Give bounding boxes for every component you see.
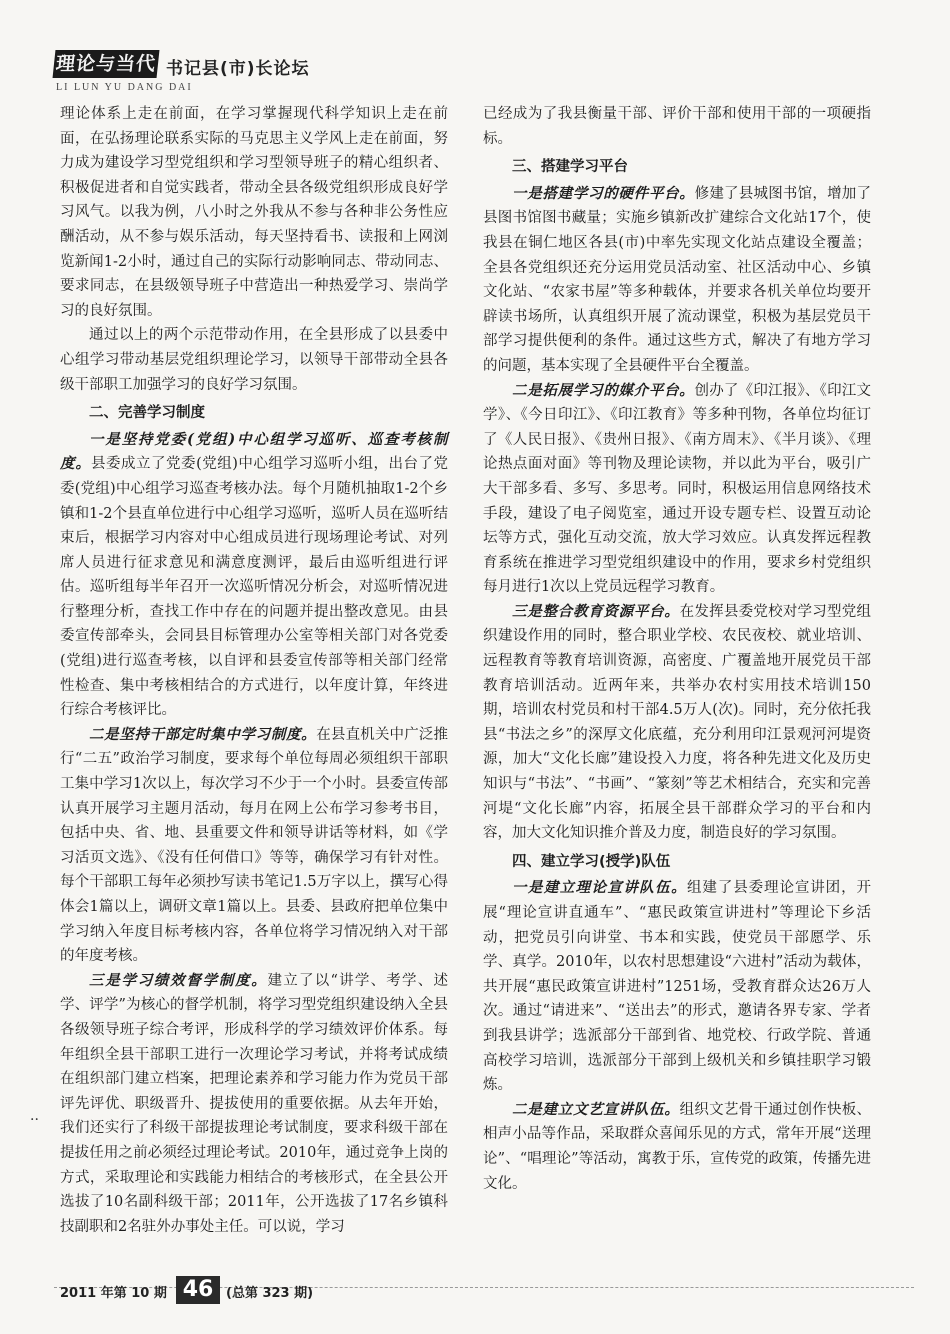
paragraph-lead: 三是学习绩效督学制度。 xyxy=(89,971,268,989)
body-paragraph xyxy=(483,102,871,151)
body-paragraph xyxy=(60,428,448,723)
total-issue-label: (总第 323 期) xyxy=(226,1286,314,1301)
section-heading: 四、建立学习(授学)队伍 xyxy=(512,853,671,870)
page-header xyxy=(54,46,914,94)
paragraph-lead: 一是搭建学习的硬件平台。 xyxy=(512,184,695,202)
paragraph-lead: 二是建立文艺宣讲队伍。 xyxy=(512,1100,680,1118)
body-paragraph xyxy=(483,182,871,379)
paragraph-text: 组建了县委理论宣讲团，开展“理论宣讲直通车”、“惠民政策宣讲进村”等理论下乡活动，把党员引向讲堂、书本和实践，使党员干部愿学、乐学、真学。2010年，以农村思想建设“六进村”活动为载体，共开展“惠民政策宣讲进村”1251场，受教育群众达26万人次。通过“请进来”、“送出去”的形式，邀请各界专家、学者到我县讲学；选派部分干部到省、地党校、行政学院、普通高校学习培训，选派部分干部到上级机关和乡镇挂职学习锻炼。 xyxy=(483,880,871,1094)
column-title: 书记县(市)长论坛 xyxy=(166,59,310,79)
left-column xyxy=(60,102,448,1239)
section-heading: 二、完善学习制度 xyxy=(89,405,205,422)
body-paragraph xyxy=(60,723,448,969)
paragraph-lead: 一是坚持党委(党组)中心组学习巡听、巡查考核制度。 xyxy=(60,430,448,473)
paragraph-text: 在县直机关中广泛推行“二五”政治学习制度，要求每个单位每周必须组织干部职工集中学习1次以上，每次学习不少于一个小时。县委宣传部认真开展学习主题月活动，每月在网上公布学习参考书目，包括中央、省、地、县重要文件和领导讲话等材料，如《学习活页文选》、《没有任何借口》等等，确保学习有针对性。每个干部职工每年必须抄写读书笔记1.5万字以上，撰写心得体会1篇以上，调研文章1篇以上。县委、县政府把单位集中学习纳入年度目标考核内容，各单位将学习情况纳入对干部的年度考核。 xyxy=(60,726,448,965)
paragraph-text: 在发挥县委党校对学习型党组织建设作用的同时，整合职业学校、农民夜校、就业培训、远程教育等教育培训资源，高密度、广覆盖地开展党员干部教育培训活动。近两年来，共举办农村实用技术培训150期，培训农村党员和村干部4.5万人(次)。同时，充分依托我县“书法之乡”的深厚文化底蕴，充分利用印江景观河河堤资源，加大“文化长廊”建设投入力度，将各种先进文化及历史知识与“书法”、“书画”、“篆刻”等艺术相结合，充实和完善河堤“文化长廊”内容，拓展全县干部群众学习的平台和内容，加大文化知识推介普及力度，制造良好的学习氛围。 xyxy=(483,603,872,842)
paragraph-text: 通过以上的两个示范带动作用，在全县形成了以县委中心组学习带动基层党组织理论学习，以领导干部带动全县各级干部职工加强学习的良好学习氛围。 xyxy=(60,327,448,393)
paragraph-text: 建立了以“讲学、考学、述学、评学”为核心的督学机制，将学习型党组织建设纳入全县各级领导班子综合考评，形成科学的学习绩效评价体系。每年组织全县干部职工进行一次理论学习考试，并将考试成绩在组织部门建立档案，把理论素养和学习能力作为党员干部评先评优、职级晋升、提拔使用的重要依据。从去年开始，我们还实行了科级干部提拔理论考试制度，要求科级干部在提拔任用之前必须经过理论考试。2010年，通过竞争上岗的方式，采取理论和实践能力相结合的考核形式，在全县公开选拔了10名副科级干部；2011年，公开选拔了17名乡镇科技副职和2名驻外办事处主任。可以说，学习 xyxy=(60,972,448,1235)
body-paragraph xyxy=(483,600,871,846)
issue-label: 2011 年第 10 期 xyxy=(60,1286,167,1301)
paragraph-text: 创办了《印江报》、《印江文学》、《今日印江》、《印江教育》等多种刊物，各单位均征订了《人民日报》、《贵州日报》、《南方周末》、《半月谈》、《理论热点面对面》等刊物及理论读物，并以此为平台，吸引广大干部多看、多写、多思考。同时，积极运用信息网络技术手段，建设了电子阅览室，通过开设专题专栏、设置互动论坛等方式，强化互动交流，放大学习效应。认真发挥远程教育系统在推进学习型党组织建设中的作用，要求乡村党组织每月进行1次以上党员远程学习教育。 xyxy=(483,382,871,596)
journal-pinyin: LI LUN YU DANG DAI xyxy=(56,82,193,93)
body-paragraph xyxy=(60,969,448,1240)
right-column xyxy=(483,102,871,1196)
paragraph-text: 已经成为了我县衡量干部、评价干部和使用干部的一项硬指标。 xyxy=(483,106,871,147)
body-paragraph xyxy=(60,102,448,323)
paragraph-text: 理论体系上走在前面，在学习掌握现代科学知识上走在前面，在弘扬理论联系实际的马克思主义学风上走在前面，努力成为建设学习型党组织和学习型领导班子的精心组织者、积极促进者和自觉实践者，带动全县各级党组织形成良好学习风气。以我为例，八小时之外我从不参与各种非公务性应酬活动，从不参与娱乐活动，每天坚持看书、读报和上网浏览新闻1-2小时，通过自己的实际行动影响同志、带动同志、要求同志，在县级领导班子中营造出一种热爱学习、崇尚学习的良好氛围。 xyxy=(60,106,448,319)
journal-logo: 理论与当代 xyxy=(53,50,160,78)
body-paragraph xyxy=(483,876,871,1097)
paragraph-lead: 二是拓展学习的媒介平台。 xyxy=(512,381,695,399)
margin-mark: ·· xyxy=(30,1112,39,1128)
paragraph-text: 组织文艺骨干通过创作快板、相声小品等作品，采取群众喜闻乐见的方式，常年开展“送理论”、“唱理论”等活动，寓教于乐，宣传党的政策，传播先进文化。 xyxy=(483,1101,872,1192)
body-paragraph xyxy=(483,379,871,600)
body-paragraph xyxy=(60,323,448,397)
paragraph-lead: 二是坚持干部定时集中学习制度。 xyxy=(89,725,317,743)
section-heading: 三、搭建学习平台 xyxy=(512,159,628,176)
paragraph-lead: 一是建立理论宣讲队伍。 xyxy=(512,879,687,897)
body-paragraph xyxy=(483,1098,871,1196)
paragraph-text: 修建了县城图书馆，增加了县图书馆图书藏量；实施乡镇新改扩建综合文化站17个，使我县在铜仁地区各县(市)中率先实现文化站点建设全覆盖；全县各党组织还充分运用党员活动室、社区活动中心、乡镇文化站、“农家书屋”等多种载体，并要求各机关单位均要开辟读书场所，认真组织开展了流动课堂，积极为基层党员干部学习提供便利的条件。通过这些方式，解决了有地方学习的问题，基本实现了全县硬件平台全覆盖。 xyxy=(483,185,871,374)
paragraph-lead: 三是整合教育资源平台。 xyxy=(512,602,680,620)
paragraph-text: 县委成立了党委(党组)中心组学习巡听小组，出台了党委(党组)中心组学习巡查考核办法。每个月随机抽取1-2个乡镇和1-2个县直单位进行中心组学习巡听，巡听人员在巡听结束后，根据学习内容对中心组成员进行现场理论考试、对列席人员进行征求意见和满意度测评，最后由巡听组进行评估。巡听组每半年召开一次巡听情况分析会，对巡听情况进行整理分析，查找工作中存在的问题并提出整改意见。由县委宣传部牵头，会同县目标管理办公室等相关部门对各党委(党组)进行巡查考核，以自评和县委宣传部等相关部门经常性检查、集中考核相结合的方式进行，以年度计算，年终进行综合考核评比。 xyxy=(60,456,449,719)
page-number: 46 xyxy=(176,1276,220,1304)
